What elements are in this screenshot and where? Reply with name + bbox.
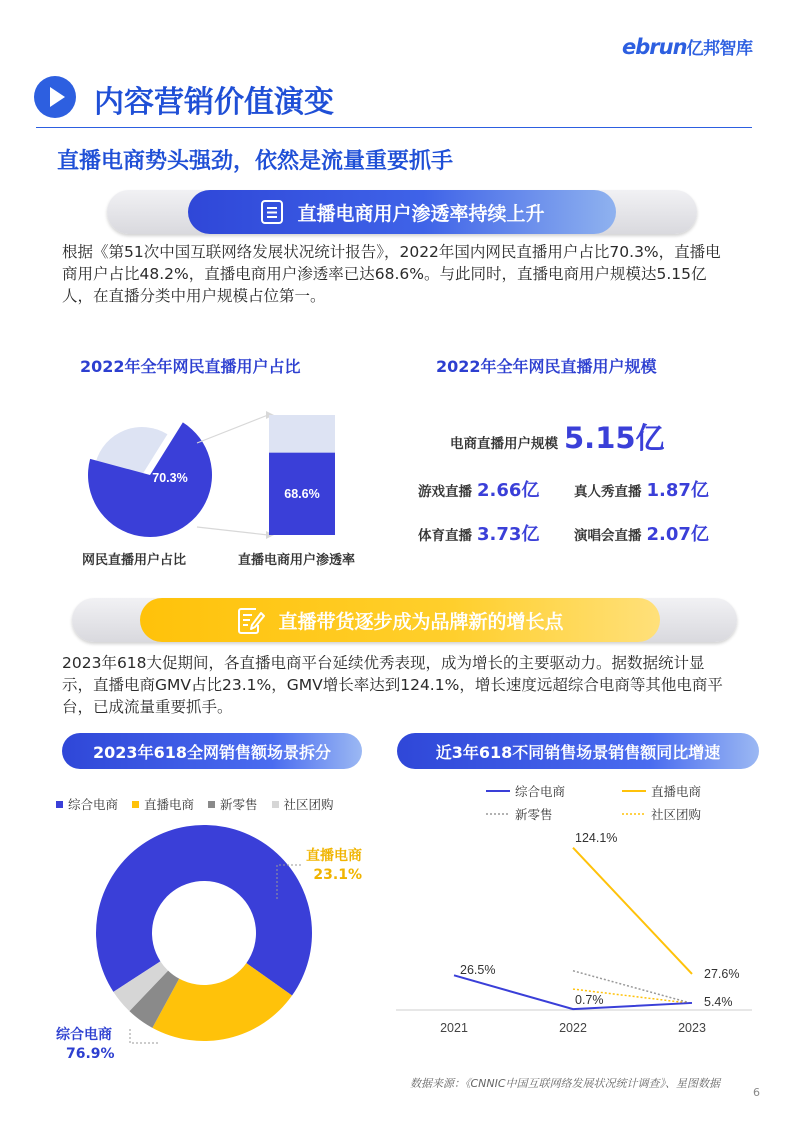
section1-pill-label: 直播电商用户渗透率持续上升 bbox=[297, 202, 545, 225]
section2-pill-label: 直播带货逐步成为品牌新的增长点 bbox=[278, 610, 564, 633]
legend-label: 新零售 bbox=[515, 807, 553, 822]
data-label: 0.7% bbox=[575, 993, 604, 1007]
legend-item bbox=[272, 795, 334, 813]
x-tick-label: 2021 bbox=[440, 1021, 468, 1035]
x-tick-label: 2022 bbox=[559, 1021, 587, 1035]
legend-item bbox=[486, 782, 622, 800]
legend-swatch bbox=[272, 801, 279, 808]
title-divider bbox=[36, 127, 752, 128]
legend-line-swatch bbox=[622, 811, 646, 817]
scale-stat bbox=[574, 520, 709, 546]
page-number: 6 bbox=[753, 1086, 760, 1099]
callout-line bbox=[130, 1029, 158, 1043]
left-chart-title: 2022年全年网民直播用户占比 bbox=[80, 357, 301, 376]
legend-item bbox=[56, 795, 118, 813]
donut-callout-general bbox=[56, 1026, 115, 1064]
donut-chart-tab: 2023年618全网销售额场景拆分 bbox=[62, 733, 362, 769]
legend-label: 新零售 bbox=[220, 797, 258, 812]
logo-en: ebrun bbox=[622, 35, 687, 59]
legend-label: 综合电商 bbox=[68, 797, 119, 812]
legend-swatch bbox=[208, 801, 215, 808]
donut-slice-general-ecommerce bbox=[96, 825, 312, 996]
page-title: 内容营销价值演变 bbox=[94, 85, 334, 120]
connector-line bbox=[197, 527, 268, 535]
bar-value-label: 68.6% bbox=[284, 486, 320, 501]
brand-logo bbox=[622, 34, 753, 59]
line-chart-tab: 近3年618不同销售场景销售额同比增速 bbox=[397, 733, 759, 769]
scale-stat-label: 游戏直播 bbox=[418, 484, 472, 500]
data-source: 数据来源：《CNNIC中国互联网络发展状况统计调查》、星图数据 bbox=[410, 1077, 721, 1090]
x-tick-label: 2023 bbox=[678, 1021, 706, 1035]
legend-item bbox=[132, 795, 194, 813]
scale-stat-value: 2.66亿 bbox=[477, 480, 540, 501]
legend-label: 社区团购 bbox=[651, 807, 702, 822]
data-label: 26.5% bbox=[460, 963, 496, 977]
data-label: 124.1% bbox=[575, 831, 618, 845]
section2-pill bbox=[140, 598, 660, 642]
pie-value-label: 70.3% bbox=[152, 471, 188, 485]
page-subtitle: 直播电商势头强劲，依然是流量重要抓手 bbox=[57, 149, 454, 174]
line-chart bbox=[390, 820, 760, 1045]
scale-stat-value: 1.87亿 bbox=[646, 480, 709, 501]
play-icon bbox=[34, 76, 76, 118]
pie-caption: 网民直播用户占比 bbox=[82, 553, 187, 568]
scale-stat bbox=[418, 476, 539, 502]
data-label: 5.4% bbox=[704, 995, 733, 1009]
scale-stat-value: 3.73亿 bbox=[477, 524, 540, 545]
main-scale-label: 电商直播用户规模 bbox=[450, 436, 558, 452]
document-icon bbox=[259, 199, 285, 225]
scale-stat-value: 2.07亿 bbox=[646, 524, 709, 545]
callout-value: 76.9% bbox=[66, 1046, 115, 1062]
legend-line-swatch bbox=[622, 788, 646, 794]
section1-pill bbox=[188, 190, 616, 234]
legend-label: 直播电商 bbox=[651, 784, 702, 799]
legend-label: 社区团购 bbox=[283, 797, 334, 812]
scale-stat-label: 体育直播 bbox=[418, 528, 472, 544]
section2-paragraph: 2023年618大促期间，各直播电商平台延续优秀表现，成为增长的主要驱动力。据数据统计显示，直播电商GMV占比23.1%，GMV增长率达到124.1%，增长速度远超综合电商等其他电商平台，已成流量重要抓手。 bbox=[62, 654, 723, 716]
series-line-general-ecommerce bbox=[454, 975, 692, 1009]
connector-line bbox=[197, 415, 268, 443]
series-line-live-ecommerce bbox=[573, 848, 692, 974]
right-chart-title: 2022年全年网民直播用户规模 bbox=[436, 357, 657, 376]
logo-cn: 亿邦智库 bbox=[686, 39, 753, 59]
callout-value: 23.1% bbox=[313, 867, 362, 883]
legend-line-swatch bbox=[486, 811, 510, 817]
user-share-charts bbox=[70, 405, 370, 550]
legend-item bbox=[622, 782, 736, 800]
callout-name: 综合电商 bbox=[56, 1027, 112, 1043]
callout-name: 直播电商 bbox=[306, 848, 362, 864]
bar-caption: 直播电商用户渗透率 bbox=[238, 553, 356, 568]
scale-stat-label: 演唱会直播 bbox=[574, 528, 642, 544]
donut-callout-live bbox=[306, 847, 362, 885]
legend-label: 综合电商 bbox=[515, 784, 566, 799]
legend-swatch bbox=[132, 801, 139, 808]
main-scale-stat bbox=[450, 416, 665, 457]
scale-stat-label: 真人秀直播 bbox=[574, 484, 642, 500]
scale-stat bbox=[574, 476, 709, 502]
donut-legend bbox=[56, 795, 334, 813]
legend-item bbox=[208, 795, 258, 813]
legend-label: 直播电商 bbox=[144, 797, 195, 812]
line-legend bbox=[486, 782, 736, 823]
section1-paragraph: 根据《第51次中国互联网络发展状况统计报告》，2022年国内网民直播用户占比70.3%，直播电商用户占比48.2%，直播电商用户渗透率已达68.6%。与此同时，直播电商用户规模达5.15亿人，在直播分类中用户规模占位第一。 bbox=[62, 243, 721, 305]
main-scale-value: 5.15亿 bbox=[564, 421, 665, 455]
legend-swatch bbox=[56, 801, 63, 808]
legend-line-swatch bbox=[486, 788, 510, 794]
scale-stat bbox=[418, 520, 539, 546]
edit-note-icon bbox=[236, 605, 266, 635]
data-label: 27.6% bbox=[704, 967, 740, 981]
